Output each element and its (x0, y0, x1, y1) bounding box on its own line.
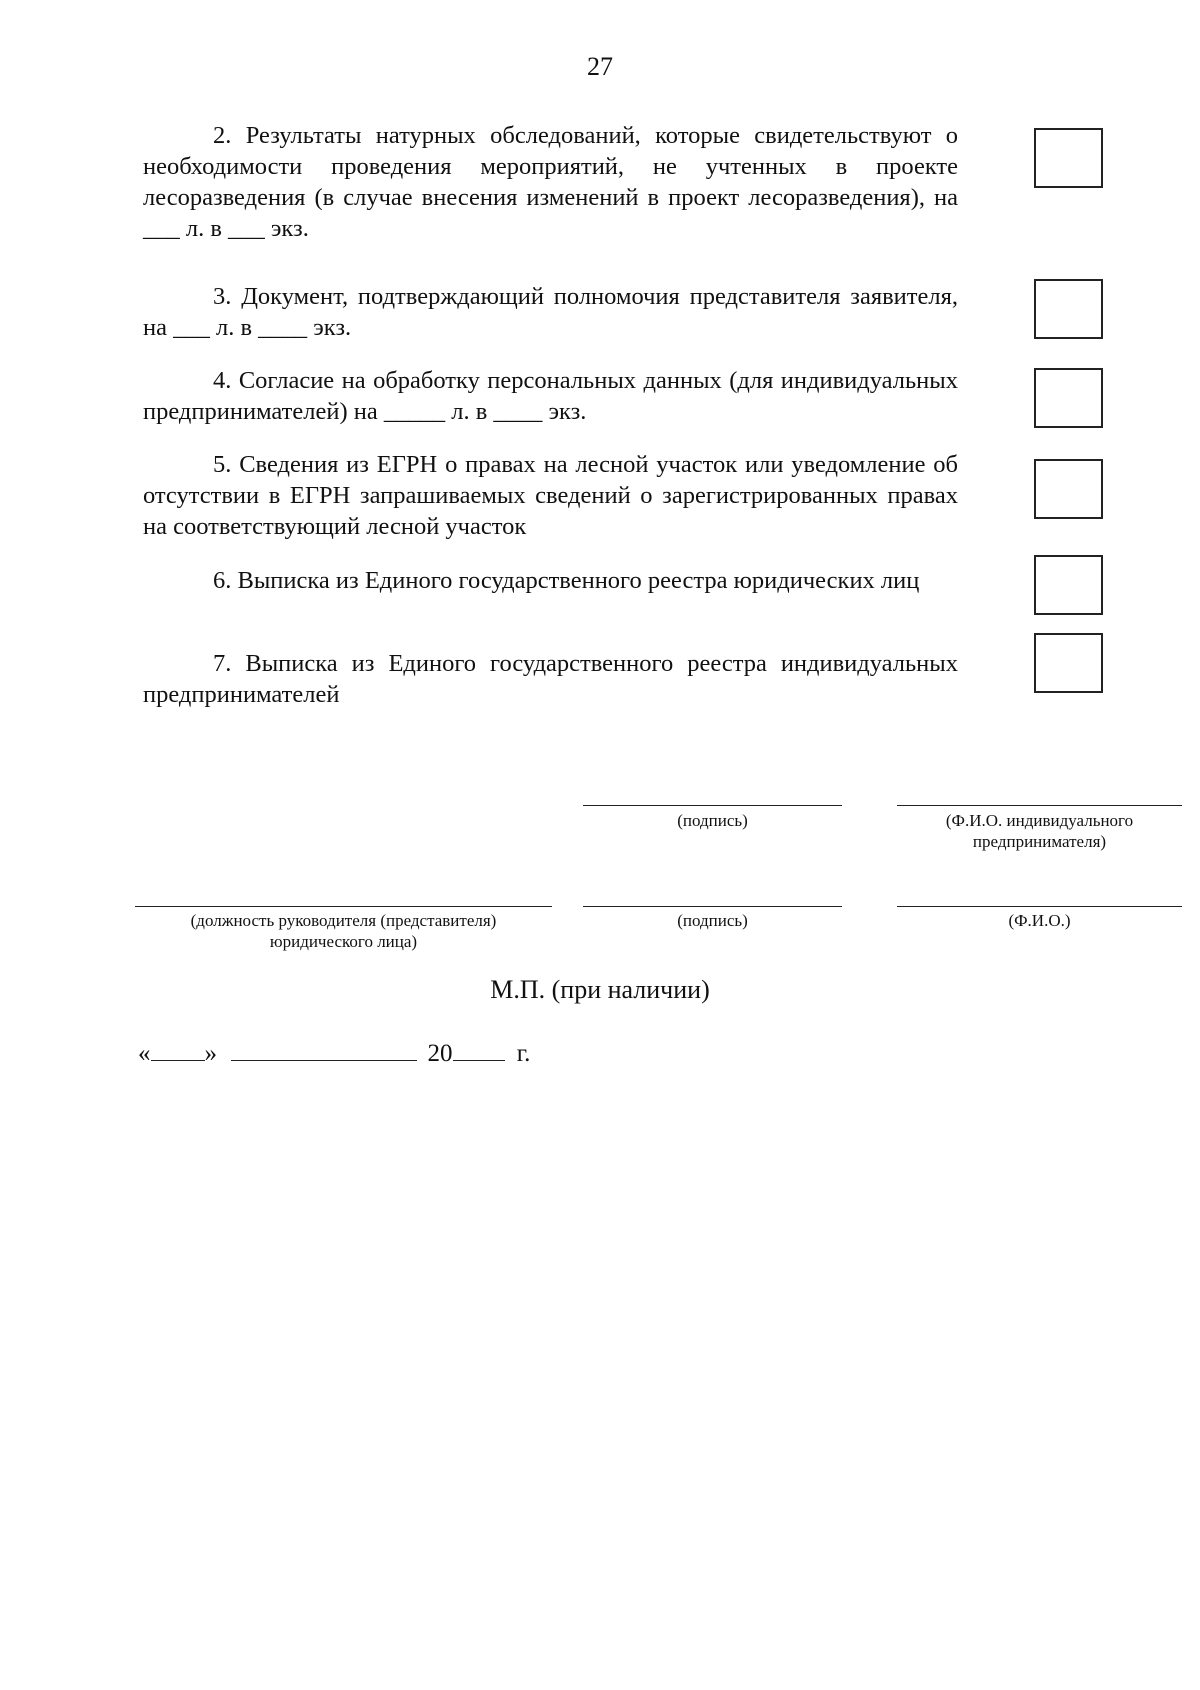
checkbox[interactable] (1034, 459, 1103, 519)
list-item (143, 365, 958, 427)
year-field[interactable] (453, 1038, 505, 1061)
month-field[interactable] (231, 1038, 417, 1061)
checkbox[interactable] (1034, 279, 1103, 339)
item-text: 2. Результаты натурных обследований, которые свидетельствуют о необходимости проведения мероприятий, не учтенных в проекте лесоразведения (в случае внесения изменений в проект лесоразведения), на ___ л. в ___ экз. (143, 122, 958, 242)
checkbox[interactable] (1034, 555, 1103, 615)
list-item (143, 281, 958, 343)
item-text: 5. Сведения из ЕГРН о правах на лесной участок или уведомление об отсутствии в ЕГРН запрашиваемых сведений о зарегистрированных правах на соответствующий лесной участок (143, 451, 958, 540)
checkbox[interactable] (1034, 633, 1103, 693)
list-item (143, 449, 958, 542)
ip-name-caption (897, 810, 1182, 852)
year-suffix: г. (516, 1040, 531, 1067)
list-item (143, 565, 958, 596)
org-position-caption (135, 910, 552, 952)
ip-name-line[interactable] (897, 805, 1182, 806)
date-open-quote: « (138, 1040, 151, 1067)
ip-name-caption-line1: (Ф.И.О. индивидуального (945, 811, 1134, 830)
list-item (143, 648, 958, 710)
ip-signature-caption: (подпись) (677, 811, 748, 830)
day-field[interactable] (151, 1038, 205, 1061)
page-number: 27 (587, 52, 613, 81)
ip-signature-line[interactable] (583, 805, 842, 806)
year-prefix: 20 (427, 1040, 453, 1067)
org-position-caption-line1: (должность руководителя (представителя) (190, 911, 497, 930)
item-text: 7. Выписка из Единого государственного реестра индивидуальных предпринимателей (143, 650, 958, 708)
org-name-line[interactable] (897, 906, 1182, 907)
item-text: 4. Согласие на обработку персональных данных (для индивидуальных предпринимателей) на _____ л. в ____ экз. (143, 367, 958, 425)
org-signature-caption: (подпись) (677, 911, 748, 930)
item-text: 6. Выписка из Единого государственного реестра юридических лиц (213, 567, 920, 594)
org-position-line[interactable] (135, 906, 552, 907)
checkbox[interactable] (1034, 128, 1103, 188)
stamp-text: М.П. (при наличии) (490, 975, 710, 1004)
date-line (138, 1038, 530, 1068)
date-close-quote: » (204, 1040, 217, 1067)
org-name-caption: (Ф.И.О.) (1008, 911, 1071, 930)
item-text: 3. Документ, подтверждающий полномочия представителя заявителя, на ___ л. в ____ экз. (143, 283, 958, 341)
ip-name-caption-line2: предпринимателя) (972, 832, 1107, 851)
org-signature-line[interactable] (583, 906, 842, 907)
org-position-caption-line2: юридического лица) (269, 932, 418, 951)
checkbox[interactable] (1034, 368, 1103, 428)
list-item (143, 120, 958, 244)
